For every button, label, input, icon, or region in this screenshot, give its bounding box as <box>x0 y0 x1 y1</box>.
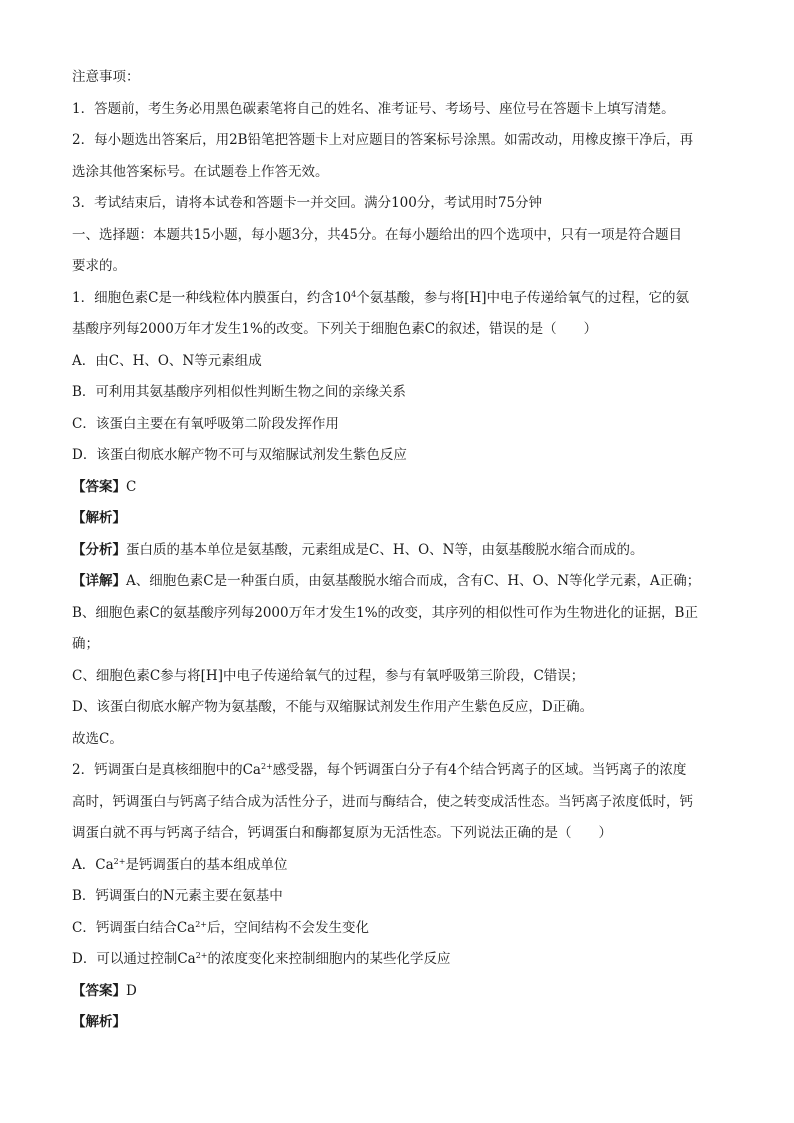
q2-option-d-part-a: D．可以通过控制Ca <box>72 951 196 967</box>
q2-option-b: B．钙调蛋白的N元素主要在氨基中 <box>72 888 283 904</box>
question-2-stem <box>72 755 722 787</box>
notice-item-3: 3．考试结束后，请将本试卷和答题卡一并交回。满分100分，考试用时75分钟 <box>72 195 543 211</box>
q1-xiangjie-b: B、细胞色素C的氨基酸序列每2000万年才发生1%的改变，其序列的相似性可作为生物进化的证据，B正 <box>72 604 698 621</box>
q1-stem-part-b: 个氨基酸，参与将[H]中电子传递给氧气的过程，它的氨 <box>356 289 690 306</box>
q2-option-c-part-b: 后，空间结构不会发生变化 <box>207 919 370 936</box>
q2-line1-superscript: 2+ <box>260 762 273 771</box>
q1-xiangjie-d: D、该蛋白彻底水解产物为氨基酸，不能与双缩脲试剂发生作用产生紫色反应，D正确。 <box>72 699 594 715</box>
q1-option-a: A．由C、H、O、N等元素组成 <box>72 352 262 369</box>
exam-page <box>72 62 722 1039</box>
q1-xiangjie-a <box>72 566 722 598</box>
q2-option-a <box>72 850 722 882</box>
q2-option-a-part-b: 是钙调蛋白的基本组成单位 <box>125 856 288 873</box>
notice-title: 注意事项： <box>72 69 140 85</box>
q2-option-d-superscript: 2+ <box>195 951 208 960</box>
q1-xiangjie-a-text: A、细胞色素C是一种蛋白质，由氨基酸脱水缩合而成，含有C、H、O、N等化学元素，A正确； <box>126 573 701 589</box>
q1-answer <box>72 472 722 504</box>
q1-conclusion: 故选C。 <box>72 730 123 747</box>
q1-analysis-label: 【解析】 <box>72 510 126 526</box>
q2-answer-value: D <box>126 982 137 999</box>
q1-option-c: C．该蛋白主要在有氧呼吸第二阶段发挥作用 <box>72 415 339 432</box>
q2-option-d-part-b: 的浓度变化来控制细胞内的某些化学反应 <box>207 951 451 967</box>
q2-option-a-part-a: A．Ca <box>72 856 114 873</box>
q2-answer-tag: 【答案】 <box>72 982 126 999</box>
q1-answer-tag: 【答案】 <box>72 478 126 495</box>
q1-fenxi <box>72 535 722 567</box>
section-heading: 一、选择题：本题共15小题，每小题3分，共45分。在每小题给出的四个选项中，只有一项是符合题目 <box>72 226 682 243</box>
q2-option-c <box>72 913 722 945</box>
q2-option-a-superscript: 2+ <box>113 856 126 866</box>
q1-answer-value: C <box>126 478 137 495</box>
question-1-stem-cont: 基酸序列每2000万年才发生1%的改变。下列关于细胞色素C的叙述，错误的是（ ） <box>72 321 598 337</box>
q1-option-d: D．该蛋白彻底水解产物不可与双缩脲试剂发生紫色反应 <box>72 447 407 463</box>
q1-xiangjie-tag: 【详解】 <box>72 573 126 589</box>
question-2-stem-line2: 高时，钙调蛋白与钙离子结合成为活性分子，进而与酶结合，使之转变成活性态。当钙离子浓度低时，钙 <box>72 793 693 810</box>
q1-xiangjie-c: C、细胞色素C参与将[H]中电子传递给氧气的过程，参与有氧呼吸第三阶段，C错误； <box>72 667 585 684</box>
q1-xiangjie-b-cont: 确； <box>72 636 99 652</box>
question-2-stem-line3: 调蛋白就不再与钙离子结合，钙调蛋白和酶都复原为无活性态。下列说法正确的是（ ） <box>72 825 612 841</box>
q2-line1-part-a: 2．钙调蛋白是真核细胞中的Ca <box>72 762 261 778</box>
q1-fenxi-tag: 【分析】 <box>72 541 126 558</box>
q2-option-d <box>72 944 722 976</box>
q2-analysis-label: 【解析】 <box>72 1014 126 1030</box>
notice-item-2: 2．每小题选出答案后，用2B铅笔把答题卡上对应题目的答案标号涂黑。如需改动，用橡皮擦干净后，再 <box>72 132 694 148</box>
q2-option-c-superscript: 2+ <box>195 919 208 929</box>
notice-item-2-cont: 选涂其他答案标号。在试题卷上作答无效。 <box>72 163 329 180</box>
q2-analysis-tag <box>72 1007 722 1039</box>
question-1-stem <box>72 283 722 315</box>
q2-answer <box>72 976 722 1008</box>
section-heading-cont: 要求的。 <box>72 258 126 274</box>
notice-item-1: 1．答题前，考生务必用黑色碳素笔将自己的姓名、准考证号、考场号、座位号在答题卡上填写清楚。 <box>72 100 675 117</box>
q1-stem-superscript: 4 <box>351 289 357 299</box>
q2-line1-part-b: 感受器，每个钙调蛋白分子有4个结合钙离子的区域。当钙离子的浓度 <box>272 762 687 778</box>
q1-fenxi-text: 蛋白质的基本单位是氨基酸，元素组成是C、H、O、N等，由氨基酸脱水缩合而成的。 <box>126 541 644 558</box>
q1-option-b: B．可利用其氨基酸序列相似性判断生物之间的亲缘关系 <box>72 384 406 400</box>
q1-stem-part-a: 1．细胞色素C是一种线粒体内膜蛋白，约含10 <box>72 289 352 306</box>
q2-option-c-part-a: C．钙调蛋白结合Ca <box>72 919 196 936</box>
q1-analysis-tag <box>72 503 722 535</box>
